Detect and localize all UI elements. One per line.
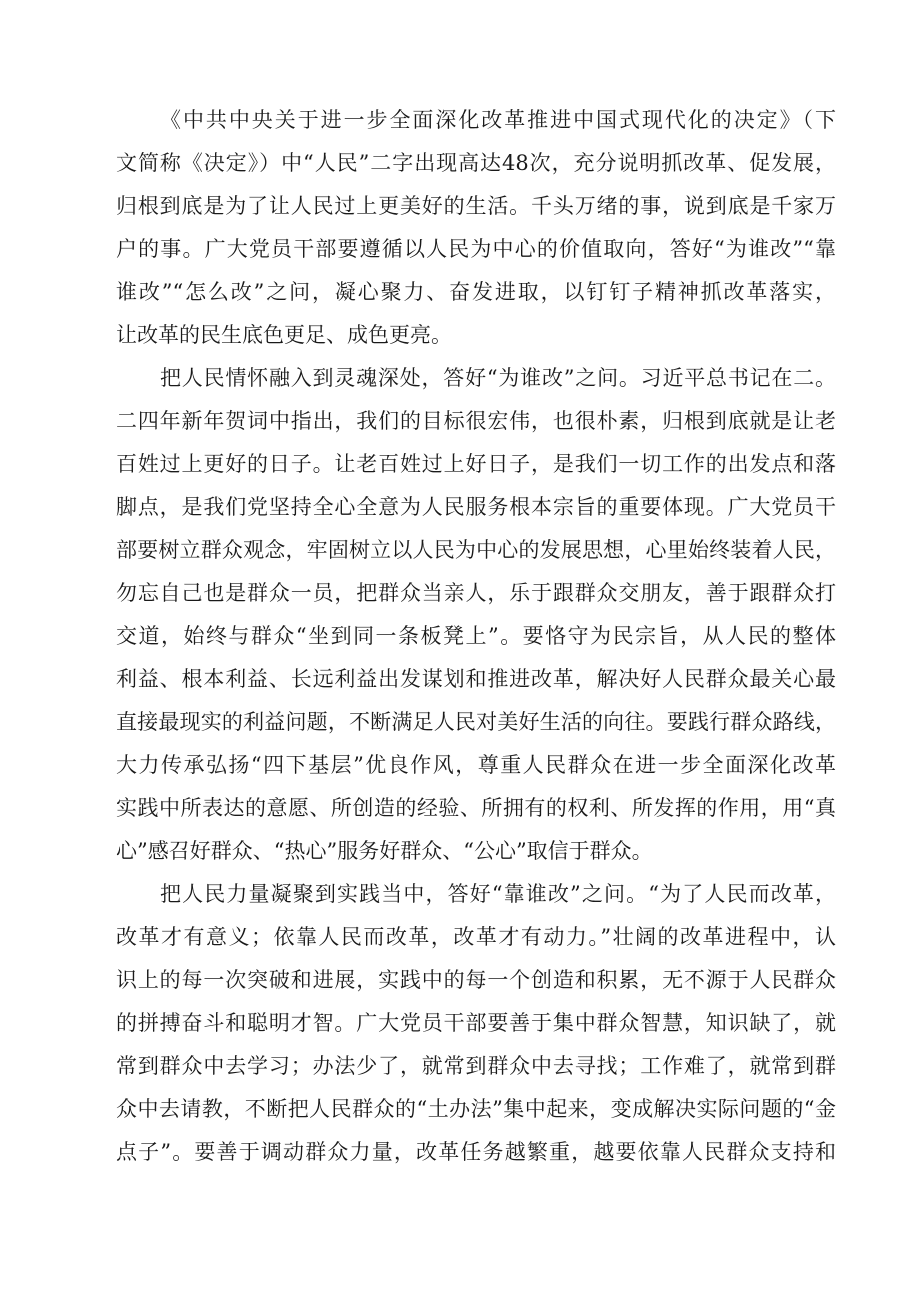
text-line: 谁改”“怎么改”之问，凝心聚力、奋发进取，以钉钉子精神抓改革落实， bbox=[116, 280, 836, 304]
text-line: 直接最现实的利益问题，不断满足人民对美好生活的向往。要践行群众路线， bbox=[116, 710, 836, 734]
text-line: 让改革的民生底色更足、成色更亮。 bbox=[116, 323, 452, 347]
text-line: 众中去请教，不断把人民群众的“土办法”集中起来，变成解决实际问题的“金 bbox=[116, 1097, 836, 1121]
text-line: 识上的每一次突破和进展，实践中的每一个创造和积累，无不源于人民群众 bbox=[116, 968, 836, 992]
text-line: 常到群众中去学习；办法少了，就常到群众中去寻找；工作难了，就常到群 bbox=[116, 1054, 836, 1078]
text-line: 利益、根本利益、长远利益出发谋划和推进改革，解决好人民群众最关心最 bbox=[116, 667, 836, 691]
text-line: 勿忘自己也是群众一员，把群众当亲人，乐于跟群众交朋友，善于跟群众打 bbox=[116, 581, 836, 605]
text-line: 的拼搏奋斗和聪明才智。广大党员干部要善于集中群众智慧，知识缺了，就 bbox=[116, 1011, 836, 1035]
text-line: 归根到底是为了让人民过上更美好的生活。千头万绪的事，说到底是千家万 bbox=[116, 194, 836, 218]
text-line: 把人民力量凝聚到实践当中，答好“靠谁改”之问。“为了人民而改革， bbox=[160, 882, 836, 906]
text-line: 二四年新年贺词中指出，我们的目标很宏伟，也很朴素，归根到底就是让老 bbox=[116, 409, 836, 433]
text-line: 把人民情怀融入到灵魂深处，答好“为谁改”之问。习近平总书记在二。 bbox=[160, 366, 836, 390]
text-line: 《中共中央关于进一步全面深化改革推进中国式现代化的决定》（下 bbox=[160, 108, 836, 132]
text-line: 大力传承弘扬“四下基层”优良作风，尊重人民群众在进一步全面深化改革 bbox=[116, 753, 836, 777]
text-line: 百姓过上更好的日子。让老百姓过上好日子，是我们一切工作的出发点和落 bbox=[116, 452, 836, 476]
text-line: 点子”。要善于调动群众力量，改革任务越繁重，越要依靠人民群众支持和 bbox=[116, 1140, 836, 1164]
text-line: 改革才有意义；依靠人民而改革，改革才有动力。”壮阔的改革进程中，认 bbox=[116, 925, 836, 949]
text-line: 户的事。广大党员干部要遵循以人民为中心的价值取向，答好“为谁改”“靠 bbox=[116, 237, 836, 261]
text-line: 脚点，是我们党坚持全心全意为人民服务根本宗旨的重要体现。广大党员干 bbox=[116, 495, 836, 519]
text-line: 文简称《决定》）中“人民”二字出现高达48次，充分说明抓改革、促发展， bbox=[116, 151, 836, 175]
text-line: 心”感召好群众、“热心”服务好群众、“公心”取信于群众。 bbox=[116, 839, 653, 863]
text-line: 部要树立群众观念，牢固树立以人民为中心的发展思想，心里始终装着人民， bbox=[116, 538, 836, 562]
text-line: 实践中所表达的意愿、所创造的经验、所拥有的权利、所发挥的作用，用“真 bbox=[116, 796, 836, 820]
text-line: 交道，始终与群众“坐到同一条板凳上”。要恪守为民宗旨，从人民的整体 bbox=[116, 624, 836, 648]
